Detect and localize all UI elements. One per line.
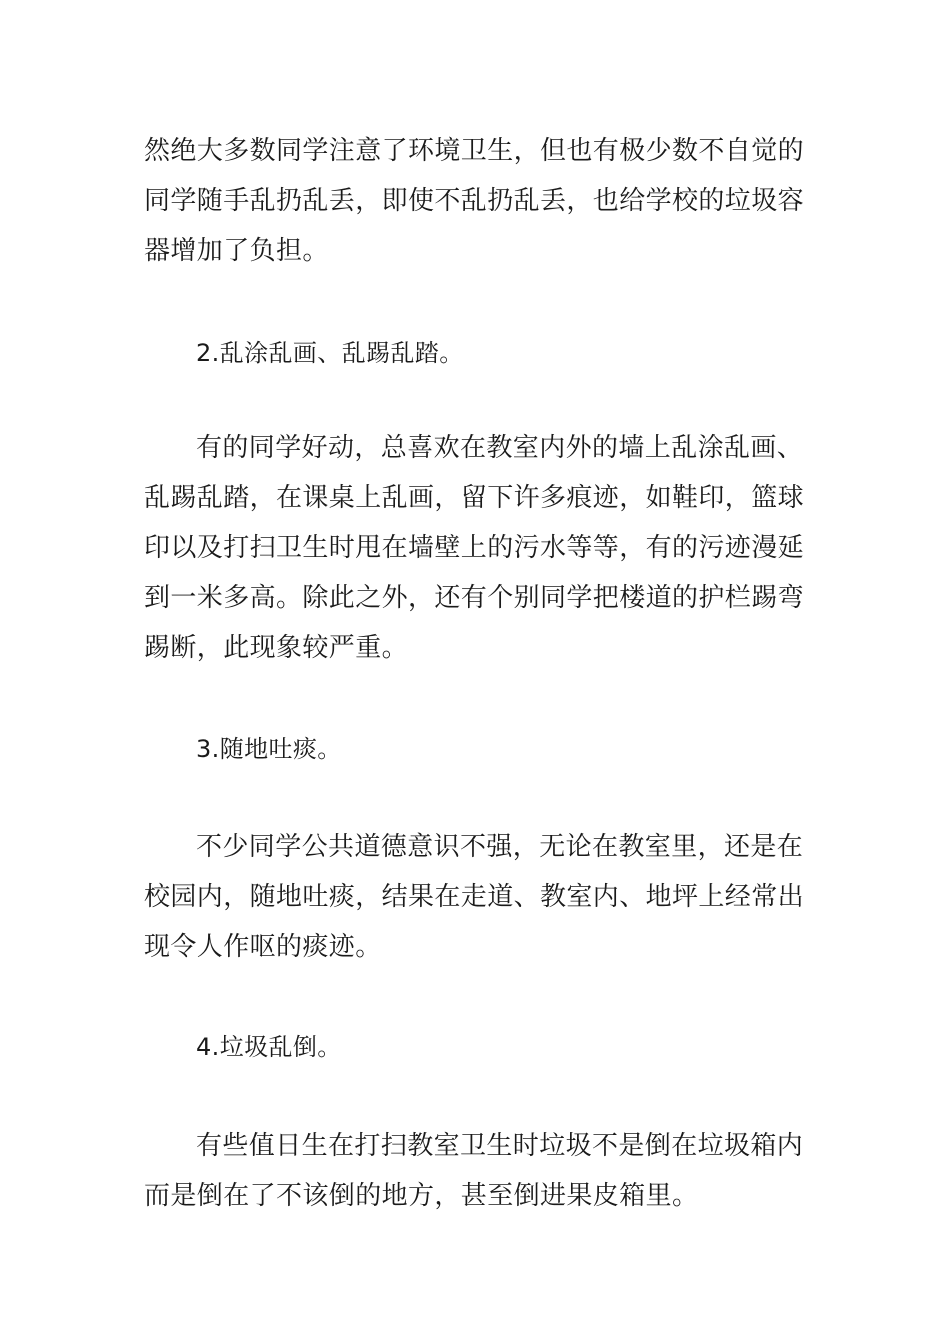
text-line: 不少同学公共道德意识不强，无论在教室里，还是在 [196, 832, 804, 862]
text-line: 到一米多高。除此之外，还有个别同学把楼道的护栏踢弯 [144, 583, 805, 613]
text-line: 印以及打扫卫生时甩在墙壁上的污水等等，有的污迹漫延 [144, 533, 805, 563]
text-line: 现令人作呕的痰迹。 [144, 932, 382, 962]
text-line: 同学随手乱扔乱丢，即使不乱扔乱丢，也给学校的垃圾容 [144, 186, 805, 216]
text-line: 有的同学好动，总喜欢在教室内外的墙上乱涂乱画、 [196, 433, 804, 463]
text-line: 踢断，此现象较严重。 [144, 633, 409, 663]
text-line: 乱踢乱踏，在课桌上乱画，留下许多痕迹，如鞋印，篮球 [144, 483, 805, 513]
text-line: 有些值日生在打扫教室卫生时垃圾不是倒在垃圾箱内 [196, 1131, 804, 1161]
section-heading-graffiti: 2.乱涂乱画、乱踢乱踏。 [196, 339, 464, 367]
text-line: 而是倒在了不该倒的地方，甚至倒进果皮箱里。 [144, 1181, 699, 1211]
section-heading-dumping: 4.垃圾乱倒。 [196, 1033, 342, 1061]
text-line: 校园内，随地吐痰，结果在走道、教室内、地坪上经常出 [144, 882, 805, 912]
section-heading-spitting: 3.随地吐痰。 [196, 735, 342, 763]
text-line: 然绝大多数同学注意了环境卫生，但也有极少数不自觉的 [144, 136, 805, 166]
text-line: 器增加了负担。 [144, 236, 329, 266]
